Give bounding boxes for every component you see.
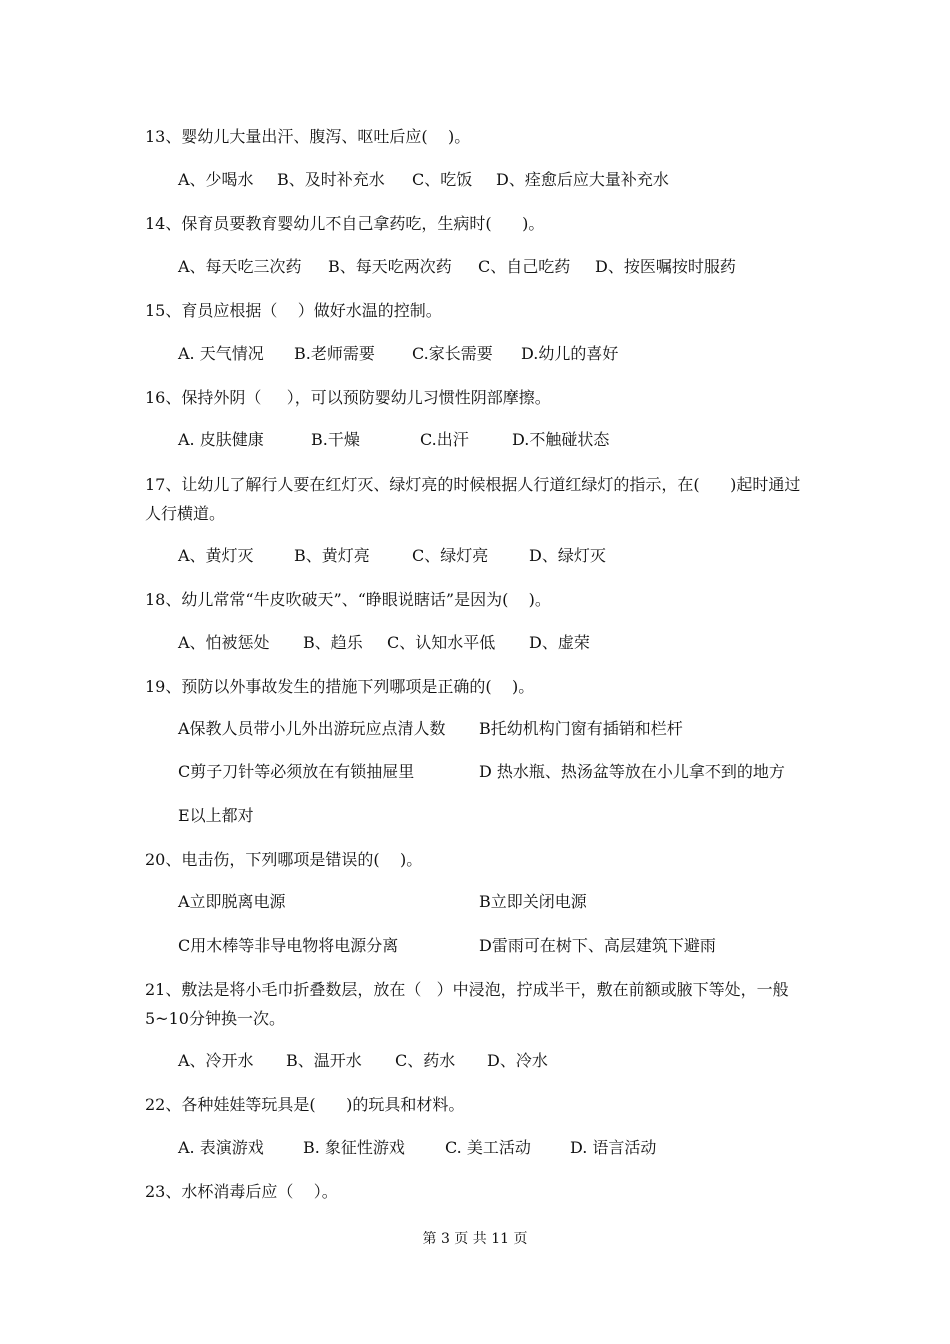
q19-option-e: E以上都对 (178, 806, 254, 825)
question-19: 19、预防以外事故发生的措施下列哪项是正确的( )。 (145, 677, 535, 696)
q18-option-c: C、认知水平低 (387, 633, 496, 652)
q17-option-c: C、绿灯亮 (412, 546, 489, 565)
q15-option-b: B.老师需要 (294, 344, 375, 363)
question-21: 21、敷法是将小毛巾折叠数层，放在（ ）中浸泡，拧成半干，敷在前额或腋下等处，一般5~10分钟换一次。 (145, 980, 789, 1028)
question-22: 22、各种娃娃等玩具是( )的玩具和材料。 (145, 1095, 465, 1114)
question-18: 18、幼儿常常“牛皮吹破天”、“睁眼说瞎话”是因为( )。 (145, 590, 551, 609)
q16-option-b: B.干燥 (311, 430, 360, 449)
q15-option-a: A. 天气情况 (178, 344, 264, 363)
question-17: 17、让幼儿了解行人要在红灯灭、绿灯亮的时候根据人行道红绿灯的指示，在( )起时通过人行横道。 (145, 475, 801, 523)
q20-option-c: C用木棒等非导电物将电源分离 (178, 936, 399, 955)
q19-option-b: B托幼机构门窗有插销和栏杆 (479, 719, 683, 738)
q13-option-a: A、少喝水 (178, 170, 254, 189)
q19-option-d: D 热水瓶、热汤盆等放在小儿拿不到的地方 (479, 762, 785, 781)
q15-option-c: C.家长需要 (412, 344, 493, 363)
q14-option-d: D、按医嘱按时服药 (595, 257, 736, 276)
q22-option-a: A. 表演游戏 (178, 1138, 264, 1157)
q19-option-c: C剪子刀针等必须放在有锁抽屉里 (178, 762, 415, 781)
q15-option-d: D.幼儿的喜好 (521, 344, 619, 363)
q21-option-c: C、药水 (395, 1051, 456, 1070)
q22-option-b: B. 象征性游戏 (303, 1138, 405, 1157)
question-16: 16、保持外阴（ ），可以预防婴幼儿习惯性阴部摩擦。 (145, 388, 551, 407)
question-15: 15、育员应根据（ ）做好水温的控制。 (145, 301, 442, 320)
q13-option-c: C、吃饭 (412, 170, 473, 189)
q17-option-a: A、黄灯灭 (178, 546, 254, 565)
q16-option-a: A. 皮肤健康 (178, 430, 264, 449)
page-number-footer: 第 3 页 共 11 页 (422, 1231, 528, 1247)
question-13: 13、婴幼儿大量出汗、腹泻、呕吐后应( )。 (145, 127, 471, 146)
q19-option-a: A保教人员带小儿外出游玩应点清人数 (178, 719, 446, 738)
q17-option-b: B、黄灯亮 (294, 546, 370, 565)
q21-option-a: A、冷开水 (178, 1051, 254, 1070)
q17-option-d: D、绿灯灭 (529, 546, 606, 565)
q21-option-b: B、温开水 (286, 1051, 362, 1070)
q14-option-b: B、每天吃两次药 (328, 257, 452, 276)
q16-option-d: D.不触碰状态 (512, 430, 610, 449)
question-20: 20、电击伤，下列哪项是错误的( )。 (145, 850, 423, 869)
q20-option-b: B立即关闭电源 (479, 892, 587, 911)
q18-option-d: D、虚荣 (529, 633, 590, 652)
q18-option-a: A、怕被惩处 (178, 633, 270, 652)
q18-option-b: B、趋乐 (303, 633, 363, 652)
q14-option-a: A、每天吃三次药 (178, 257, 302, 276)
q20-option-d: D雷雨可在树下、高层建筑下避雨 (479, 936, 716, 955)
q22-option-c: C. 美工活动 (445, 1138, 531, 1157)
q13-option-d: D、痊愈后应大量补充水 (496, 170, 669, 189)
q13-option-b: B、及时补充水 (277, 170, 385, 189)
q20-option-a: A立即脱离电源 (178, 892, 286, 911)
question-23: 23、水杯消毒后应（ ）。 (145, 1182, 338, 1201)
q21-option-d: D、冷水 (487, 1051, 548, 1070)
q14-option-c: C、自己吃药 (478, 257, 571, 276)
question-14: 14、保育员要教育婴幼儿不自己拿药吃，生病时( )。 (145, 214, 545, 233)
q16-option-c: C.出汗 (420, 430, 469, 449)
q22-option-d: D. 语言活动 (570, 1138, 657, 1157)
